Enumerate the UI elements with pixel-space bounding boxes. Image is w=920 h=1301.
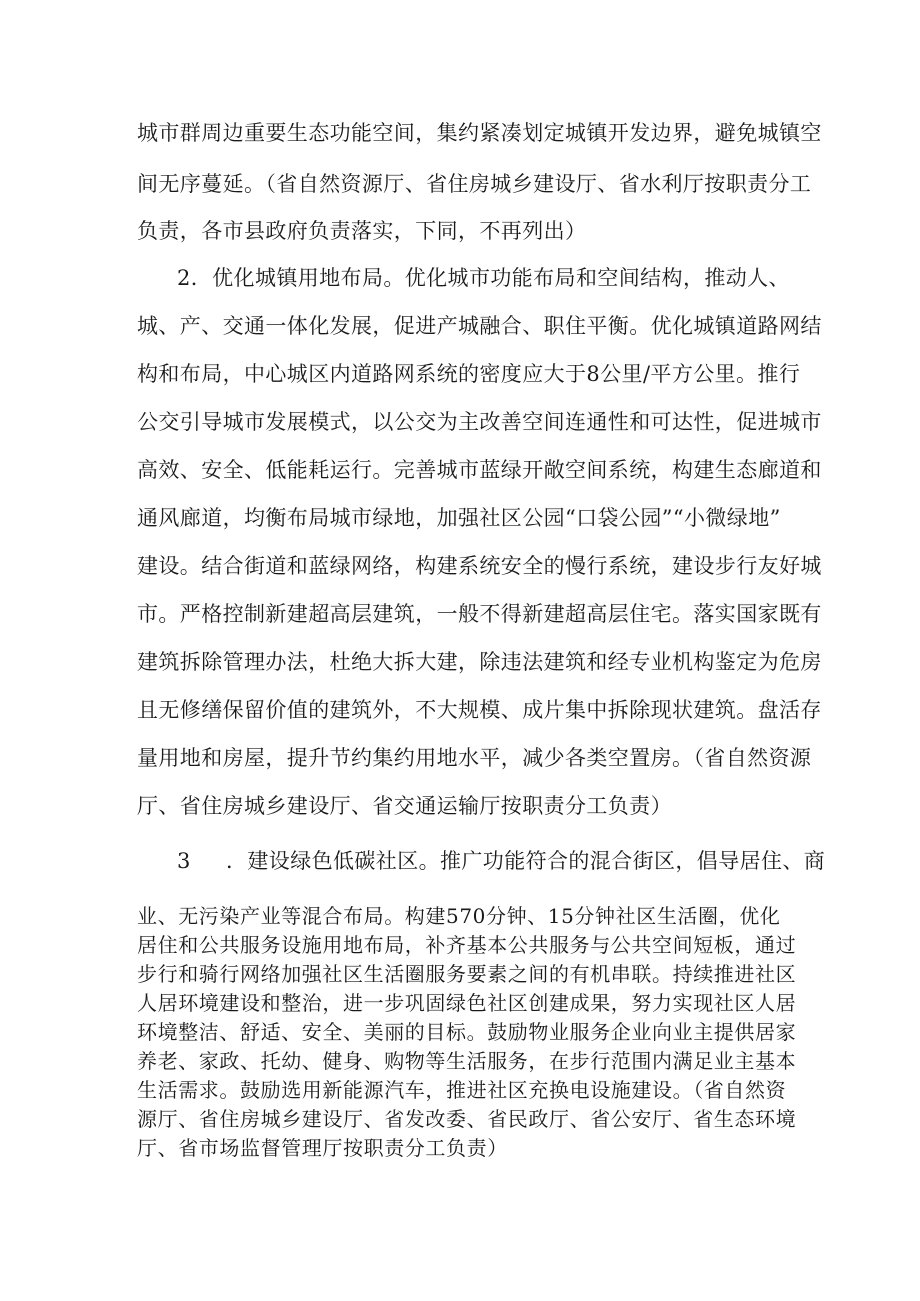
text-line: 养老、家政、托幼、健身、购物等生活服务，在步行范围内满足业主基本 (137, 1049, 797, 1073)
text-line: 居住和公共服务设施用地布局，补齐基本公共服务与公共空间短板，通过 (137, 933, 797, 957)
text-line: 量用地和房屋，提升节约集约用地水平，减少各类空置房。（省自然资源 (137, 746, 812, 770)
text-line: 环境整洁、舒适、安全、美丽的目标。鼓励物业服务企业向业主提供居家 (137, 1020, 797, 1044)
text-line: 步行和骑行网络加强社区生活圈服务要素之间的有机串联。持续推进社区 (137, 962, 797, 986)
text-line: ．建设绿色低碳社区。推广功能符合的混合街区，倡导居住、商 (226, 849, 826, 873)
text-line: 且无修缮保留价值的建筑外，不大规模、成片集中拆除现状建筑。盘活存 (137, 698, 822, 722)
text-line: 通风廊道，均衡布局城市绿地，加强社区公园“口袋公园”“小微绿地” (137, 506, 781, 530)
text-line: 城市群周边重要生态功能空间，集约紧凑划定城镇开发边界，避免城镇空 (137, 121, 822, 145)
text-line: 构和布局，中心城区内道路网系统的密度应大于8公里/平方公里。推行 (137, 362, 801, 386)
text-line: 城、产、交通一体化发展，促进产城融合、职住平衡。优化城镇道路网结 (137, 314, 822, 338)
item-number: 3 (177, 849, 191, 873)
text-line: 2．优化城镇用地布局。优化城市功能布局和空间结构，推动人、 (177, 266, 790, 290)
text-line: 公交引导城市发展模式，以公交为主改善空间连通性和可达性，促进城市 (137, 410, 822, 434)
text-line: 源厅、省住房城乡建设厅、省发改委、省民政厅、省公安厅、省生态环境 (137, 1107, 797, 1131)
text-line: 厅、省住房城乡建设厅、省交通运输厅按职责分工负责） (137, 794, 672, 818)
text-line: 生活需求。鼓励选用新能源汽车，推进社区充换电设施建设。（省自然资 (137, 1078, 787, 1102)
text-line: 市。严格控制新建超高层建筑，一般不得新建超高层住宅。落实国家既有 (137, 602, 822, 626)
text-line: 业、无污染产业等混合布局。构建570分钟、15分钟社区生活圈，优化 (137, 904, 781, 928)
text-line: 间无序蔓延。（省自然资源厅、省住房城乡建设厅、省水利厅按职责分工 (137, 172, 812, 196)
text-line: 负责，各市县政府负责落实，下同，不再列出） (137, 219, 587, 243)
text-line: 建设。结合街道和蓝绿网络，构建系统安全的慢行系统，建设步行友好城 (137, 554, 822, 578)
text-line: 高效、安全、低能耗运行。完善城市蓝绿开敞空间系统，构建生态廊道和 (137, 458, 822, 482)
text-line: 建筑拆除管理办法，杜绝大拆大建，除违法建筑和经专业机构鉴定为危房 (137, 650, 822, 674)
text-line: 厅、省市场监督管理厅按职责分工负责） (137, 1136, 508, 1160)
text-line: 人居环境建设和整治，进一步巩固绿色社区创建成果，努力实现社区人居 (137, 991, 797, 1015)
